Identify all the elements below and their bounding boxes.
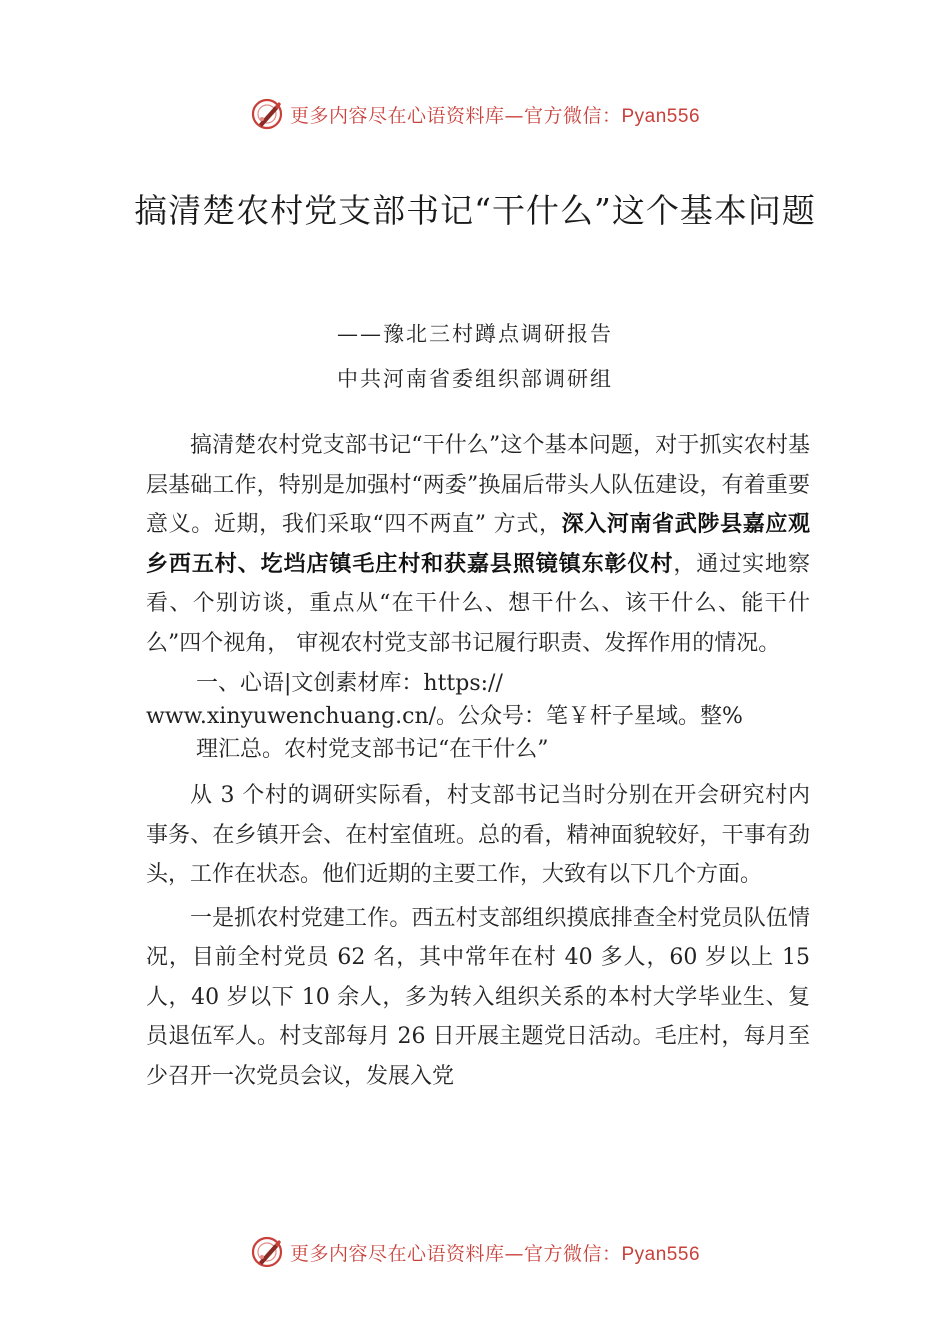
document-body <box>146 426 810 1096</box>
section-heading-1: 一、心语|文创素材库：https:// www.xinyuwenchuang.cn/。公众号：笔￥杆子星域。整% 理汇总。农村党支部书记“在干什么” <box>146 671 743 762</box>
document-title: 搞清楚农村党支部书记“干什么”这个基本问题 <box>134 191 816 230</box>
pen-nib-logo-icon <box>250 97 284 131</box>
banner-text: 更多内容尽在心语资料库—官方微信：Pyan556 <box>289 104 701 127</box>
header-banner <box>0 94 950 134</box>
paragraph-2: 从 3 个村的调研实际看，村支部书记当时分别在开会研究村内事务、在乡镇开会、在村室值班。总的看，精神面貌较好，干事有劲头，工作在状态。他们近期的主要工作，大致有以下几个方面。 <box>146 783 810 887</box>
paragraph-intro: 搞清楚农村党支部书记“干什么”这个基本问题，对于抓实农村基层基础工作，特别是加强村“两委”换届后带头人队伍建设，有着重要意义。近期，我们采取“四不两直” 方式，深入河南省武陟县嘉应观乡西五村、圪垱店镇毛庄村和获嘉县照镜镇东彰仪村，通过实地察看、个别访谈，重点从“在干什么、想干什么、该干什么、能干什么”四个视角， 审视农村党支部书记履行职责、发挥作用的情况。 <box>146 433 810 656</box>
banner-text: 更多内容尽在心语资料库—官方微信：Pyan556 <box>289 1242 701 1265</box>
bold-locations: 深入河南省武陟县嘉应观乡西五村、圪垱店镇毛庄村和获嘉县照镜镇东彰仪村 <box>146 511 810 577</box>
wechat-id: Pyan556 <box>621 1243 701 1265</box>
footer-banner <box>0 1232 950 1272</box>
wechat-id: Pyan556 <box>621 105 701 127</box>
pen-nib-logo-icon <box>250 1235 284 1269</box>
paragraph-3: 一是抓农村党建工作。西五村支部组织摸底排查全村党员队伍情况，目前全村党员 62 名，其中常年在村 40 多人，60 岁以上 15 人，40 岁以下 10 余人，多为转入组织关系的本村大学毕业生、复员退伍军人。村支部每月 26 日开展主题党日活动。毛庄村，每月至少召开一次党员会议，发展入党 <box>146 905 810 1089</box>
document-subtitle: ——豫北三村蹲点调研报告 <box>337 322 613 346</box>
document-author: 中共河南省委组织部调研组 <box>337 367 613 391</box>
